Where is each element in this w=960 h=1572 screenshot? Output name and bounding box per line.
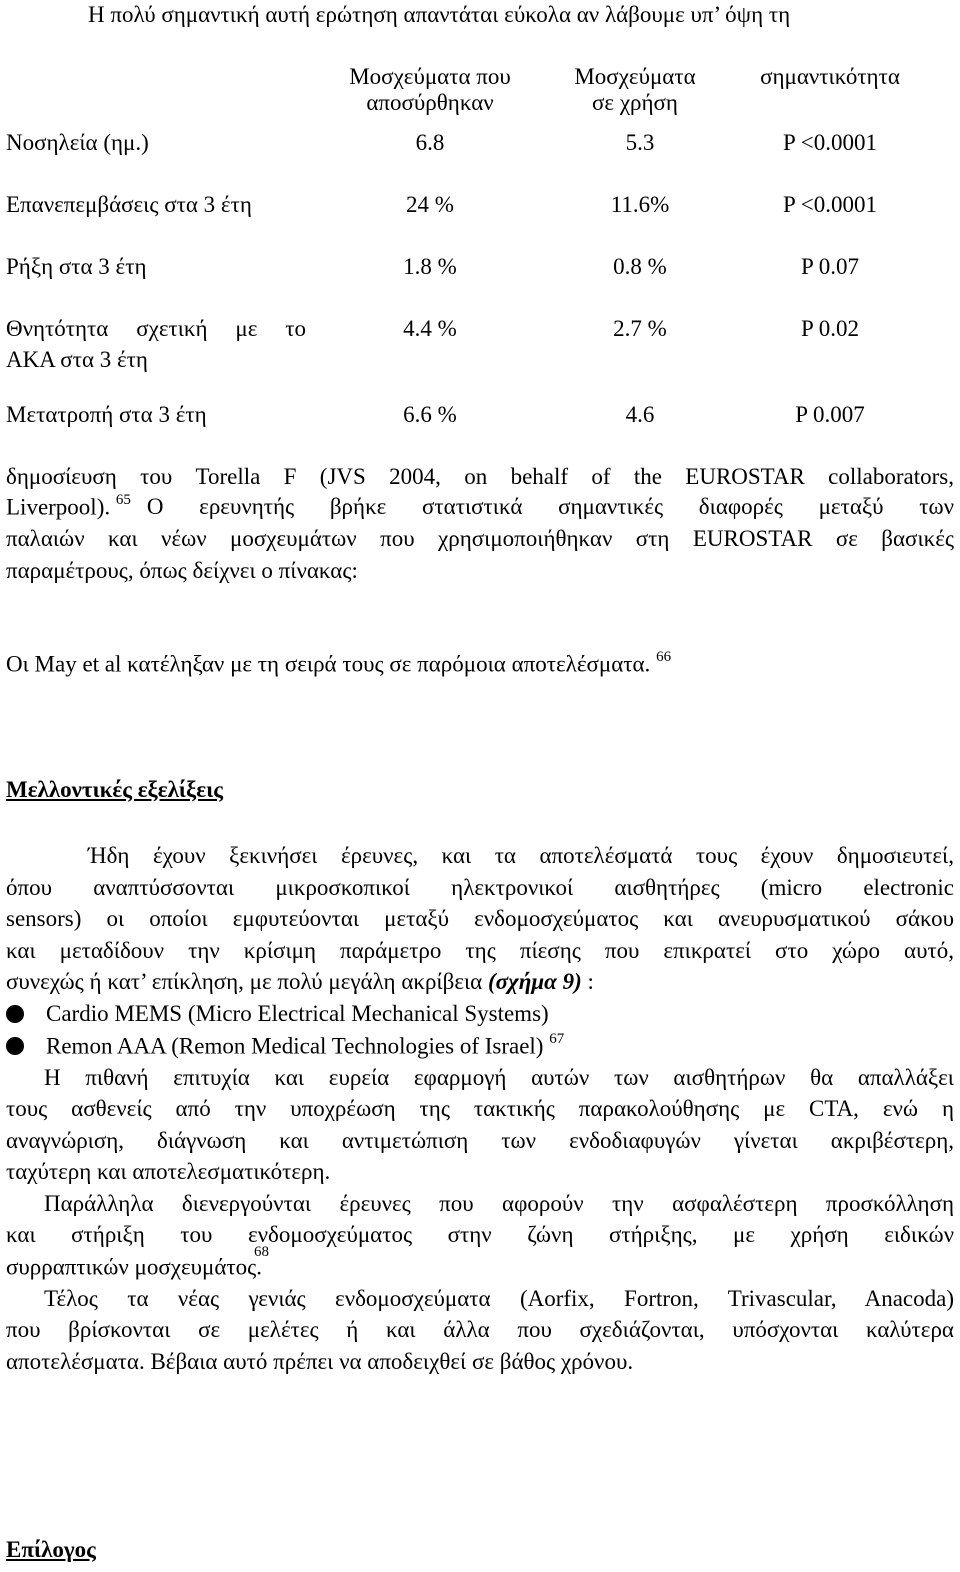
paragraph-line: συνεχώς ή κατ’ επίκληση, με πολύ μεγάλη ακρίβεια (σχήμα 9) : xyxy=(6,969,594,994)
table-cell-withdrawn: 6.6 % xyxy=(403,402,457,427)
may-et-al-line: Οι May et al κατέληξαν με τη σειρά τους σε παρόμοια αποτελέσματα. $^{66}$ xyxy=(6,649,672,677)
paragraph-line: παραμέτρους, όπως δείχνει ο πίνακας: xyxy=(6,558,358,583)
paragraph-line: και μεταδίδουν την κρίσιμη παράμετρο της πίεσης που επικρατεί στο χώρο αυτό, xyxy=(6,938,954,963)
table-row-label-cont: ΑΚΑ στα 3 έτη xyxy=(6,347,148,372)
paragraph-line: sensors) οι οποίοι εμφυτεύονται μεταξύ ενδομοσχεύματος και ανευρυσματικού σάκου xyxy=(6,906,954,931)
table-cell-p: P <0.0001 xyxy=(783,130,877,155)
table-header-withdrawn: Μοσχεύματα που αποσύρθηκαν xyxy=(349,64,511,115)
table-cell-in-use: 11.6% xyxy=(610,192,670,217)
paragraph-line: Τέλος τα νέας γενιάς ενδομοσχεύματα (Aorfix, Fortron, Trivascular, Anacoda) xyxy=(44,1286,954,1311)
bullet-icon xyxy=(6,1037,24,1055)
paragraph-line: Παράλληλα διενεργούνται έρευνες που αφορούν την ασφαλέστερη προσκόλληση xyxy=(44,1191,954,1216)
reference-number: 65 xyxy=(115,492,131,508)
paragraph-line: αποτελέσματα. Βέβαια αυτό πρέπει να αποδειχθεί σε βάθος χρόνου. xyxy=(6,1349,634,1374)
section-heading-epilogue: Επίλογος xyxy=(6,1537,96,1562)
reference-number: 67 xyxy=(549,1031,565,1047)
table-row-label: Μετατροπή στα 3 έτη xyxy=(6,402,207,427)
paragraph-line: ταχύτερη και αποτελεσματικότερη. xyxy=(6,1159,331,1184)
list-item: Cardio MEMS (Micro Electrical Mechanical Systems) xyxy=(6,1001,954,1027)
table-row-label: Επανεπεμβάσεις στα 3 έτη xyxy=(6,192,252,217)
table-cell-in-use: 5.3 xyxy=(625,130,655,155)
paragraph-line: τους ασθενείς από την υποχρέωση της τακτικής παρακολούθησης με CTA, ενώ η xyxy=(6,1096,954,1121)
table-row-label: Θνητότητα σχετική με το xyxy=(6,316,306,341)
table-cell-in-use: 0.8 % xyxy=(613,254,667,279)
table-cell-p: P 0.02 xyxy=(801,316,859,341)
table-cell-withdrawn: 1.8 % xyxy=(403,254,457,279)
table-cell-in-use: 2.7 % xyxy=(613,316,667,341)
table-cell-p: P <0.0001 xyxy=(783,192,877,217)
paragraph-line: που βρίσκονται σε μελέτες ή και άλλα που σχεδιάζονται, υπόσχονται καλύτερα xyxy=(6,1317,954,1342)
table-cell-p: P 0.007 xyxy=(795,402,865,427)
paragraph-line: συρραπτικών μοσχευμάτος.$^{68}$ xyxy=(6,1244,269,1280)
reference-number: 66 xyxy=(656,649,672,665)
table-cell-withdrawn: 24 % xyxy=(406,192,454,217)
figure-reference: (σχήμα 9) xyxy=(487,969,582,994)
paragraph-line: δημοσίευση του Torella F (JVS 2004, on behalf of the EUROSTAR collaborators, xyxy=(6,464,954,489)
paragraph-line: παλαιών και νέων μοσχευμάτων που χρησιμοποιήθηκαν στη EUROSTAR σε βασικές xyxy=(6,526,954,551)
bullet-icon xyxy=(6,1005,24,1023)
table-cell-withdrawn: 4.4 % xyxy=(403,316,457,341)
paragraph-line: και στήριξη του ενδομοσχεύματος στην ζώνη στήριξης, με χρήση ειδικών xyxy=(6,1222,954,1247)
table-row-label: Ρήξη στα 3 έτη xyxy=(6,254,147,279)
intro-line: Η πολύ σημαντική αυτή ερώτηση απαντάται εύκολα αν λάβουμε υπ’ όψη τη xyxy=(88,2,791,27)
table-header-in-use: Μοσχεύματα σε χρήση xyxy=(574,64,696,115)
table-cell-withdrawn: 6.8 xyxy=(415,130,445,155)
table-row-label: Νοσηλεία (ημ.) xyxy=(6,130,149,155)
table-header-significance: σημαντικότητα xyxy=(760,64,900,89)
table-cell-p: P 0.07 xyxy=(801,254,859,279)
paragraph-line: Ήδη έχουν ξεκινήσει έρευνες, και τα αποτελέσματά τους έχουν δημοσιευτεί, xyxy=(88,843,954,868)
reference-number: 68 xyxy=(253,1244,269,1260)
table-cell-in-use: 4.6 xyxy=(625,402,655,427)
paragraph-line: αναγνώριση, διάγνωση και αντιμετώπιση των ενδοδιαφυγών γίνεται ακριβέστερη, xyxy=(6,1128,954,1153)
list-item: Remon AAA (Remon Medical Technologies of Israel) $^{67}$ xyxy=(6,1033,954,1060)
paragraph-line: όπου αναπτύσσονται μικροσκοπικοί ηλεκτρονικοί αισθητήρες (micro electronic xyxy=(6,875,954,900)
paragraph-line: Liverpool). $^{65}$ Ο ερευνητής βρήκε στατιστικά σημαντικές διαφορές μεταξύ των xyxy=(6,492,954,520)
section-heading-future: Μελλοντικές εξελίξεις xyxy=(6,777,223,802)
paragraph-line: Η πιθανή επιτυχία και ευρεία εφαρμογή αυτών των αισθητήρων θα απαλλάξει xyxy=(44,1065,954,1090)
